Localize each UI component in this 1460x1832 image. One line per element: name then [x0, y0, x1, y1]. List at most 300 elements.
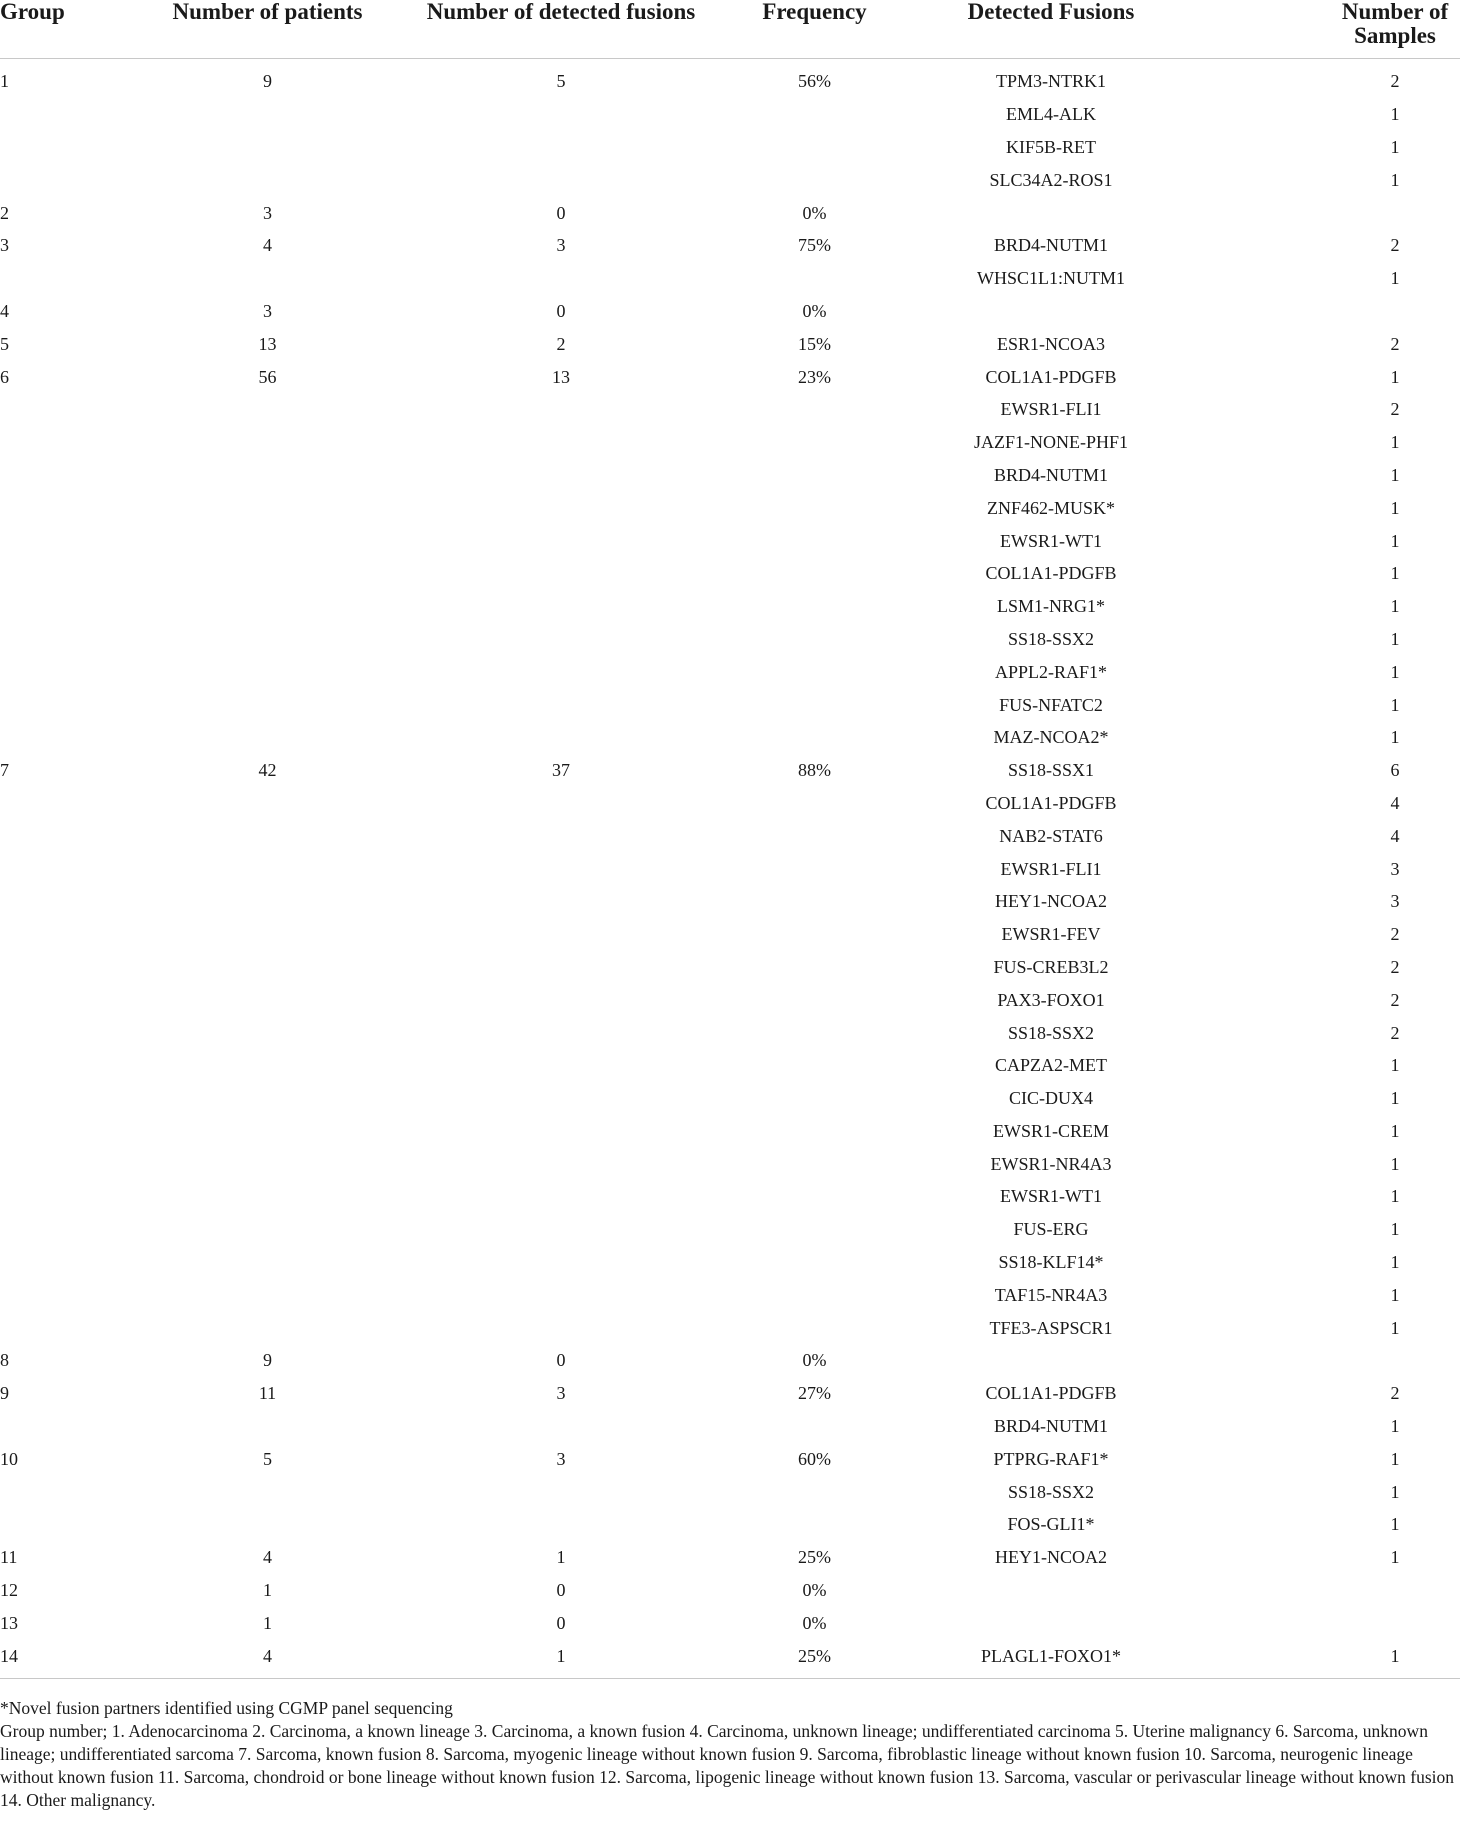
- header-row: [0, 0, 1460, 59]
- cell-number-of-samples: 1: [1390, 136, 1400, 157]
- cell-number-of-patients: 42: [258, 760, 277, 781]
- table-row: [0, 590, 1460, 623]
- cell-number-of-samples: 2: [1390, 333, 1400, 354]
- cell-group: [0, 1147, 150, 1180]
- cell-number-of-patients: 11: [258, 1383, 277, 1404]
- cell-number-of-patients: [150, 1508, 385, 1541]
- cell-number-of-patients: [150, 721, 385, 754]
- cell-number-of-patients: [150, 459, 385, 492]
- cell-number-of-detected-fusions: 37: [552, 760, 570, 781]
- cell-number-of-patients: 56: [258, 366, 277, 387]
- cell-group: [0, 1213, 150, 1246]
- header-number-of-detected-fusions: Number of detected fusions: [385, 0, 737, 59]
- table-row: [0, 459, 1460, 492]
- cell-number-of-samples: 1: [1390, 497, 1400, 518]
- cell-detected-fusion: BRD4-NUTM1: [993, 464, 1108, 485]
- cell-group: 5: [0, 333, 9, 354]
- cell-number-of-detected-fusions: [385, 1147, 737, 1180]
- cell-group: 8: [0, 1350, 9, 1371]
- cell-frequency: [737, 1147, 892, 1180]
- table-row: [0, 524, 1460, 557]
- table-row: [0, 1541, 1460, 1574]
- cell-frequency: [737, 1213, 892, 1246]
- cell-number-of-patients: [150, 951, 385, 984]
- cell-number-of-samples: 1: [1210, 1639, 1460, 1678]
- cell-number-of-detected-fusions: [385, 655, 737, 688]
- cell-number-of-samples: 1: [1390, 1088, 1400, 1109]
- cell-group: [0, 98, 150, 131]
- cell-number-of-patients: [150, 1475, 385, 1508]
- header-group: Group: [0, 0, 150, 59]
- cell-number-of-detected-fusions: [385, 885, 737, 918]
- cell-number-of-detected-fusions: [385, 688, 737, 721]
- table-row: [0, 623, 1460, 656]
- cell-number-of-detected-fusions: [385, 1246, 737, 1279]
- header-number-of-patients: Number of patients: [150, 0, 385, 59]
- cell-group: [0, 885, 150, 918]
- cell-group: [0, 1246, 150, 1279]
- cell-frequency: [737, 1115, 892, 1148]
- cell-number-of-patients: 13: [258, 333, 277, 354]
- cell-number-of-samples: 1: [1390, 1416, 1400, 1437]
- cell-group: [0, 131, 150, 164]
- cell-number-of-patients: [150, 426, 385, 459]
- cell-number-of-samples: 2: [1390, 924, 1400, 945]
- cell-frequency: [737, 1082, 892, 1115]
- cell-detected-fusion: BRD4-NUTM1: [993, 235, 1108, 256]
- cell-number-of-patients: [150, 1246, 385, 1279]
- cell-number-of-patients: [150, 688, 385, 721]
- cell-detected-fusion: PLAGL1-FOXO1*: [892, 1639, 1210, 1678]
- table-row: [0, 557, 1460, 590]
- table-row: [0, 1311, 1460, 1344]
- table-row: [0, 1049, 1460, 1082]
- cell-number-of-patients: 4: [263, 1547, 272, 1568]
- cell-detected-fusion: [892, 1574, 1210, 1607]
- cell-number-of-samples: 1: [1390, 1448, 1400, 1469]
- cell-number-of-samples: 3: [1390, 858, 1400, 879]
- cell-number-of-patients: [150, 655, 385, 688]
- cell-detected-fusion: EML4-ALK: [1006, 104, 1096, 125]
- table-row: [0, 655, 1460, 688]
- cell-number-of-samples: 1: [1390, 1153, 1400, 1174]
- cell-number-of-patients: [150, 1016, 385, 1049]
- footnote-group-legend: Group number; 1. Adenocarcinoma 2. Carcinoma, a known lineage 3. Carcinoma, a known fusion 4. Carcinoma, unknown lineage; undifferentiated carcinoma 5. Uterine malignancy 6. Sarcoma, unknown lineage; undifferentiated sarcoma 7. Sarcoma, known fusion 8. Sarcoma, myogenic lineage without known fusion 9. Sarcoma, fibroblastic lineage without known fusion 10. Sarcoma, neurogenic lineage without known fusion 11. Sarcoma, chondroid or bone lineage without known fusion 12. Sarcoma, lipogenic lineage without known fusion 13. Sarcoma, vascular or perivascular lineage without known fusion 14. Other malignancy.: [0, 1721, 1454, 1810]
- cell-group: [0, 557, 150, 590]
- cell-number-of-detected-fusions: [385, 1016, 737, 1049]
- table-body: [0, 59, 1460, 1679]
- cell-number-of-detected-fusions: [385, 163, 737, 196]
- cell-frequency: 25%: [737, 1639, 892, 1678]
- cell-group: [0, 393, 150, 426]
- cell-number-of-detected-fusions: [385, 819, 737, 852]
- cell-number-of-samples: 1: [1390, 432, 1400, 453]
- cell-number-of-samples: 1: [1390, 464, 1400, 485]
- cell-number-of-patients: [150, 524, 385, 557]
- cell-frequency: [737, 983, 892, 1016]
- table-row: [0, 360, 1460, 393]
- cell-frequency: 56%: [798, 71, 831, 92]
- cell-number-of-patients: 1: [263, 1612, 272, 1633]
- cell-detected-fusion: NAB2-STAT6: [999, 825, 1103, 846]
- cell-number-of-patients: [150, 557, 385, 590]
- cell-number-of-detected-fusions: [385, 918, 737, 951]
- cell-number-of-detected-fusions: 3: [556, 1448, 566, 1469]
- cell-number-of-detected-fusions: [385, 262, 737, 295]
- table-row: [0, 1344, 1460, 1377]
- cell-group: 14: [0, 1639, 150, 1678]
- cell-frequency: [737, 1180, 892, 1213]
- cell-detected-fusion: FUS-CREB3L2: [993, 956, 1109, 977]
- cell-detected-fusion: [892, 1344, 1210, 1377]
- cell-number-of-samples: 1: [1390, 1481, 1400, 1502]
- cell-number-of-detected-fusions: [385, 393, 737, 426]
- cell-group: 12: [0, 1580, 18, 1601]
- cell-number-of-detected-fusions: [385, 1115, 737, 1148]
- cell-group: [0, 688, 150, 721]
- cell-detected-fusion: LSM1-NRG1*: [996, 596, 1105, 617]
- cell-frequency: 27%: [798, 1383, 831, 1404]
- cell-detected-fusion: EWSR1-WT1: [1000, 1186, 1102, 1207]
- cell-detected-fusion: SS18-SSX2: [1007, 1022, 1095, 1043]
- cell-frequency: 88%: [798, 760, 831, 781]
- cell-number-of-detected-fusions: 0: [556, 202, 566, 223]
- cell-number-of-samples: 1: [1390, 1055, 1400, 1076]
- cell-number-of-patients: [150, 787, 385, 820]
- cell-number-of-detected-fusions: [385, 1311, 737, 1344]
- table-row: [0, 885, 1460, 918]
- cell-detected-fusion: FOS-GLI1*: [1007, 1514, 1095, 1535]
- cell-frequency: 23%: [798, 366, 831, 387]
- cell-number-of-samples: 2: [1390, 235, 1400, 256]
- cell-detected-fusion: APPL2-RAF1*: [994, 661, 1108, 682]
- table-row: [0, 754, 1460, 787]
- cell-number-of-detected-fusions: [385, 426, 737, 459]
- cell-detected-fusion: SS18-SSX2: [1007, 1481, 1095, 1502]
- cell-detected-fusion: [892, 1606, 1210, 1639]
- cell-frequency: 0%: [802, 1580, 827, 1601]
- cell-number-of-detected-fusions: [385, 557, 737, 590]
- table-row: [0, 951, 1460, 984]
- cell-detected-fusion: PAX3-FOXO1: [997, 989, 1105, 1010]
- table-row: [0, 688, 1460, 721]
- cell-number-of-patients: [150, 1115, 385, 1148]
- cell-number-of-samples: 1: [1390, 727, 1400, 748]
- table-row: [0, 1639, 1460, 1678]
- cell-detected-fusion: FUS-NFATC2: [999, 694, 1103, 715]
- cell-detected-fusion: EWSR1-WT1: [1000, 530, 1102, 551]
- cell-number-of-patients: 1: [263, 1580, 272, 1601]
- cell-number-of-samples: 4: [1390, 825, 1400, 846]
- cell-number-of-patients: [150, 1278, 385, 1311]
- cell-detected-fusion: ZNF462-MUSK*: [986, 497, 1115, 518]
- cell-number-of-patients: [150, 1410, 385, 1443]
- cell-number-of-detected-fusions: [385, 1049, 737, 1082]
- cell-group: [0, 819, 150, 852]
- cell-number-of-samples: 1: [1390, 366, 1400, 387]
- cell-number-of-patients: [150, 918, 385, 951]
- cell-number-of-samples: 1: [1390, 1186, 1400, 1207]
- cell-detected-fusion: HEY1-NCOA2: [995, 1547, 1107, 1568]
- cell-number-of-detected-fusions: [385, 98, 737, 131]
- cell-number-of-patients: [150, 491, 385, 524]
- cell-frequency: [737, 951, 892, 984]
- table-row: [0, 131, 1460, 164]
- cell-frequency: 25%: [798, 1547, 831, 1568]
- cell-frequency: [737, 557, 892, 590]
- cell-number-of-detected-fusions: 0: [556, 1580, 566, 1601]
- cell-number-of-detected-fusions: [385, 1213, 737, 1246]
- table-row: [0, 983, 1460, 1016]
- table-row: [0, 918, 1460, 951]
- cell-number-of-patients: [150, 590, 385, 623]
- cell-frequency: 0%: [802, 1350, 827, 1371]
- cell-group: [0, 590, 150, 623]
- cell-frequency: [737, 1278, 892, 1311]
- cell-group: [0, 1475, 150, 1508]
- table-row: [0, 1213, 1460, 1246]
- table-row: [0, 1082, 1460, 1115]
- table-row: [0, 1410, 1460, 1443]
- cell-number-of-detected-fusions: 3: [556, 235, 566, 256]
- cell-group: [0, 491, 150, 524]
- cell-number-of-detected-fusions: [385, 459, 737, 492]
- cell-detected-fusion: EWSR1-NR4A3: [990, 1153, 1112, 1174]
- cell-number-of-samples: 1: [1390, 104, 1400, 125]
- cell-group: [0, 1115, 150, 1148]
- table-row: [0, 819, 1460, 852]
- cell-group: [0, 787, 150, 820]
- cell-number-of-samples: 1: [1390, 1252, 1400, 1273]
- cell-detected-fusion: TAF15-NR4A3: [994, 1284, 1108, 1305]
- table-row: [0, 262, 1460, 295]
- cell-frequency: [737, 459, 892, 492]
- cell-detected-fusion: EWSR1-FLI1: [1000, 399, 1102, 420]
- cell-detected-fusion: EWSR1-FEV: [1001, 924, 1101, 945]
- cell-number-of-detected-fusions: 1: [556, 1547, 566, 1568]
- cell-frequency: 0%: [802, 300, 827, 321]
- cell-number-of-detected-fusions: [385, 131, 737, 164]
- cell-number-of-patients: [150, 163, 385, 196]
- cell-frequency: [737, 163, 892, 196]
- table-row: [0, 229, 1460, 262]
- table-row: [0, 1574, 1460, 1607]
- cell-number-of-detected-fusions: [385, 983, 737, 1016]
- table-row: [0, 491, 1460, 524]
- cell-detected-fusion: TPM3-NTRK1: [995, 71, 1106, 92]
- cell-group: [0, 163, 150, 196]
- table-row: [0, 721, 1460, 754]
- cell-number-of-patients: 5: [263, 1448, 272, 1469]
- cell-number-of-samples: 1: [1390, 661, 1400, 682]
- cell-group: [0, 1410, 150, 1443]
- cell-number-of-detected-fusions: [385, 623, 737, 656]
- cell-group: [0, 459, 150, 492]
- cell-group: [0, 262, 150, 295]
- cell-frequency: [737, 1475, 892, 1508]
- cell-number-of-detected-fusions: 3: [556, 1383, 566, 1404]
- cell-detected-fusion: COL1A1-PDGFB: [985, 563, 1117, 584]
- cell-group: [0, 1311, 150, 1344]
- cell-number-of-detected-fusions: [385, 721, 737, 754]
- cell-detected-fusion: FUS-ERG: [1013, 1219, 1089, 1240]
- table-row: [0, 295, 1460, 328]
- cell-group: 11: [0, 1547, 18, 1568]
- cell-group: [0, 1016, 150, 1049]
- cell-frequency: [737, 98, 892, 131]
- cell-number-of-patients: [150, 623, 385, 656]
- table-row: [0, 1377, 1460, 1410]
- cell-detected-fusion: COL1A1-PDGFB: [985, 1383, 1117, 1404]
- cell-frequency: [737, 623, 892, 656]
- header-detected-fusions: Detected Fusions: [892, 0, 1210, 59]
- cell-frequency: 0%: [802, 202, 827, 223]
- cell-frequency: [737, 1311, 892, 1344]
- table-row: [0, 1016, 1460, 1049]
- cell-group: 10: [0, 1448, 18, 1469]
- cell-frequency: [737, 885, 892, 918]
- cell-number-of-samples: 4: [1390, 792, 1400, 813]
- cell-detected-fusion: PTPRG-RAF1*: [993, 1448, 1109, 1469]
- cell-frequency: [737, 688, 892, 721]
- cell-detected-fusion: [892, 196, 1210, 229]
- cell-group: [0, 951, 150, 984]
- cell-detected-fusion: [892, 295, 1210, 328]
- table-row: [0, 1475, 1460, 1508]
- cell-number-of-detected-fusions: [385, 1475, 737, 1508]
- cell-detected-fusion: SS18-KLF14*: [998, 1252, 1104, 1273]
- table-row: [0, 1115, 1460, 1148]
- cell-group: [0, 1049, 150, 1082]
- table-row: [0, 1442, 1460, 1475]
- cell-frequency: [737, 787, 892, 820]
- table-row: [0, 1147, 1460, 1180]
- cell-number-of-detected-fusions: [385, 491, 737, 524]
- cell-group: [0, 1082, 150, 1115]
- cell-number-of-samples: 1: [1390, 1219, 1400, 1240]
- cell-number-of-detected-fusions: [385, 787, 737, 820]
- cell-detected-fusion: BRD4-NUTM1: [993, 1416, 1108, 1437]
- cell-number-of-detected-fusions: [385, 1278, 737, 1311]
- cell-number-of-patients: [150, 852, 385, 885]
- table-row: [0, 852, 1460, 885]
- cell-number-of-detected-fusions: [385, 524, 737, 557]
- cell-frequency: [737, 393, 892, 426]
- cell-group: [0, 524, 150, 557]
- cell-number-of-samples: 1: [1390, 268, 1400, 289]
- cell-number-of-samples: [1210, 196, 1460, 229]
- cell-group: 7: [0, 760, 9, 781]
- table-row: [0, 163, 1460, 196]
- cell-frequency: [737, 1508, 892, 1541]
- cell-number-of-detected-fusions: [385, 1180, 737, 1213]
- cell-group: 6: [0, 366, 9, 387]
- cell-number-of-samples: 1: [1390, 530, 1400, 551]
- footnote-novel-fusions: *Novel fusion partners identified using CGMP panel sequencing: [0, 1698, 453, 1718]
- cell-detected-fusion: COL1A1-PDGFB: [985, 792, 1117, 813]
- cell-number-of-patients: [150, 1049, 385, 1082]
- cell-number-of-detected-fusions: 0: [556, 1612, 566, 1633]
- cell-number-of-samples: 3: [1390, 891, 1400, 912]
- cell-detected-fusion: EWSR1-FLI1: [1000, 858, 1102, 879]
- cell-detected-fusion: HEY1-NCOA2: [995, 891, 1107, 912]
- cell-number-of-detected-fusions: 5: [556, 71, 566, 92]
- cell-frequency: [737, 1246, 892, 1279]
- cell-detected-fusion: JAZF1-NONE-PHF1: [973, 432, 1128, 453]
- table-row: [0, 393, 1460, 426]
- cell-number-of-patients: [150, 1147, 385, 1180]
- cell-frequency: [737, 1410, 892, 1443]
- cell-number-of-detected-fusions: 1: [385, 1639, 737, 1678]
- cell-detected-fusion: EWSR1-CREM: [992, 1120, 1109, 1141]
- table-row: [0, 98, 1460, 131]
- cell-number-of-patients: [150, 131, 385, 164]
- cell-detected-fusion: TFE3-ASPSCR1: [989, 1317, 1113, 1338]
- cell-number-of-detected-fusions: 0: [556, 1350, 566, 1371]
- cell-frequency: [737, 590, 892, 623]
- cell-number-of-samples: 2: [1390, 1022, 1400, 1043]
- table-row: [0, 1180, 1460, 1213]
- table-row: [0, 196, 1460, 229]
- cell-number-of-samples: 2: [1390, 399, 1400, 420]
- cell-number-of-samples: 1: [1390, 1284, 1400, 1305]
- cell-frequency: 15%: [798, 333, 831, 354]
- cell-group: [0, 426, 150, 459]
- cell-number-of-detected-fusions: [385, 852, 737, 885]
- cell-group: [0, 852, 150, 885]
- table-row: [0, 787, 1460, 820]
- cell-number-of-patients: 3: [263, 202, 272, 223]
- cell-frequency: 0%: [802, 1612, 827, 1633]
- cell-detected-fusion: SS18-SSX2: [1007, 628, 1095, 649]
- table-row: [0, 327, 1460, 360]
- cell-number-of-patients: 4: [263, 235, 272, 256]
- table-row: [0, 59, 1460, 98]
- cell-frequency: [737, 491, 892, 524]
- cell-number-of-samples: 2: [1390, 71, 1400, 92]
- cell-detected-fusion: MAZ-NCOA2*: [993, 727, 1109, 748]
- cell-number-of-detected-fusions: [385, 1410, 737, 1443]
- cell-number-of-detected-fusions: [385, 1082, 737, 1115]
- header-frequency: Frequency: [737, 0, 892, 59]
- header-number-of-samples: Number of Samples: [1210, 0, 1460, 59]
- cell-number-of-detected-fusions: [385, 951, 737, 984]
- cell-number-of-samples: 1: [1390, 596, 1400, 617]
- cell-number-of-patients: 9: [263, 1350, 272, 1371]
- cell-frequency: [737, 655, 892, 688]
- cell-detected-fusion: CIC-DUX4: [1009, 1088, 1093, 1109]
- cell-group: 1: [0, 71, 9, 92]
- cell-detected-fusion: ESR1-NCOA3: [996, 333, 1105, 354]
- cell-frequency: [737, 131, 892, 164]
- cell-group: 3: [0, 235, 9, 256]
- cell-frequency: 75%: [798, 235, 831, 256]
- cell-number-of-patients: 3: [263, 300, 272, 321]
- cell-group: [0, 721, 150, 754]
- cell-detected-fusion: CAPZA2-MET: [995, 1055, 1107, 1076]
- cell-group: 2: [0, 202, 9, 223]
- cell-detected-fusion: KIF5B-RET: [1006, 136, 1096, 157]
- cell-frequency: [737, 1049, 892, 1082]
- table-row: [0, 1246, 1460, 1279]
- cell-frequency: [737, 262, 892, 295]
- cell-number-of-patients: [150, 1082, 385, 1115]
- cell-detected-fusion: SS18-SSX1: [1007, 760, 1095, 781]
- cell-number-of-patients: [150, 262, 385, 295]
- cell-detected-fusion: SLC34A2-ROS1: [989, 169, 1113, 190]
- cell-number-of-samples: 2: [1390, 1383, 1400, 1404]
- cell-number-of-samples: 2: [1390, 956, 1400, 977]
